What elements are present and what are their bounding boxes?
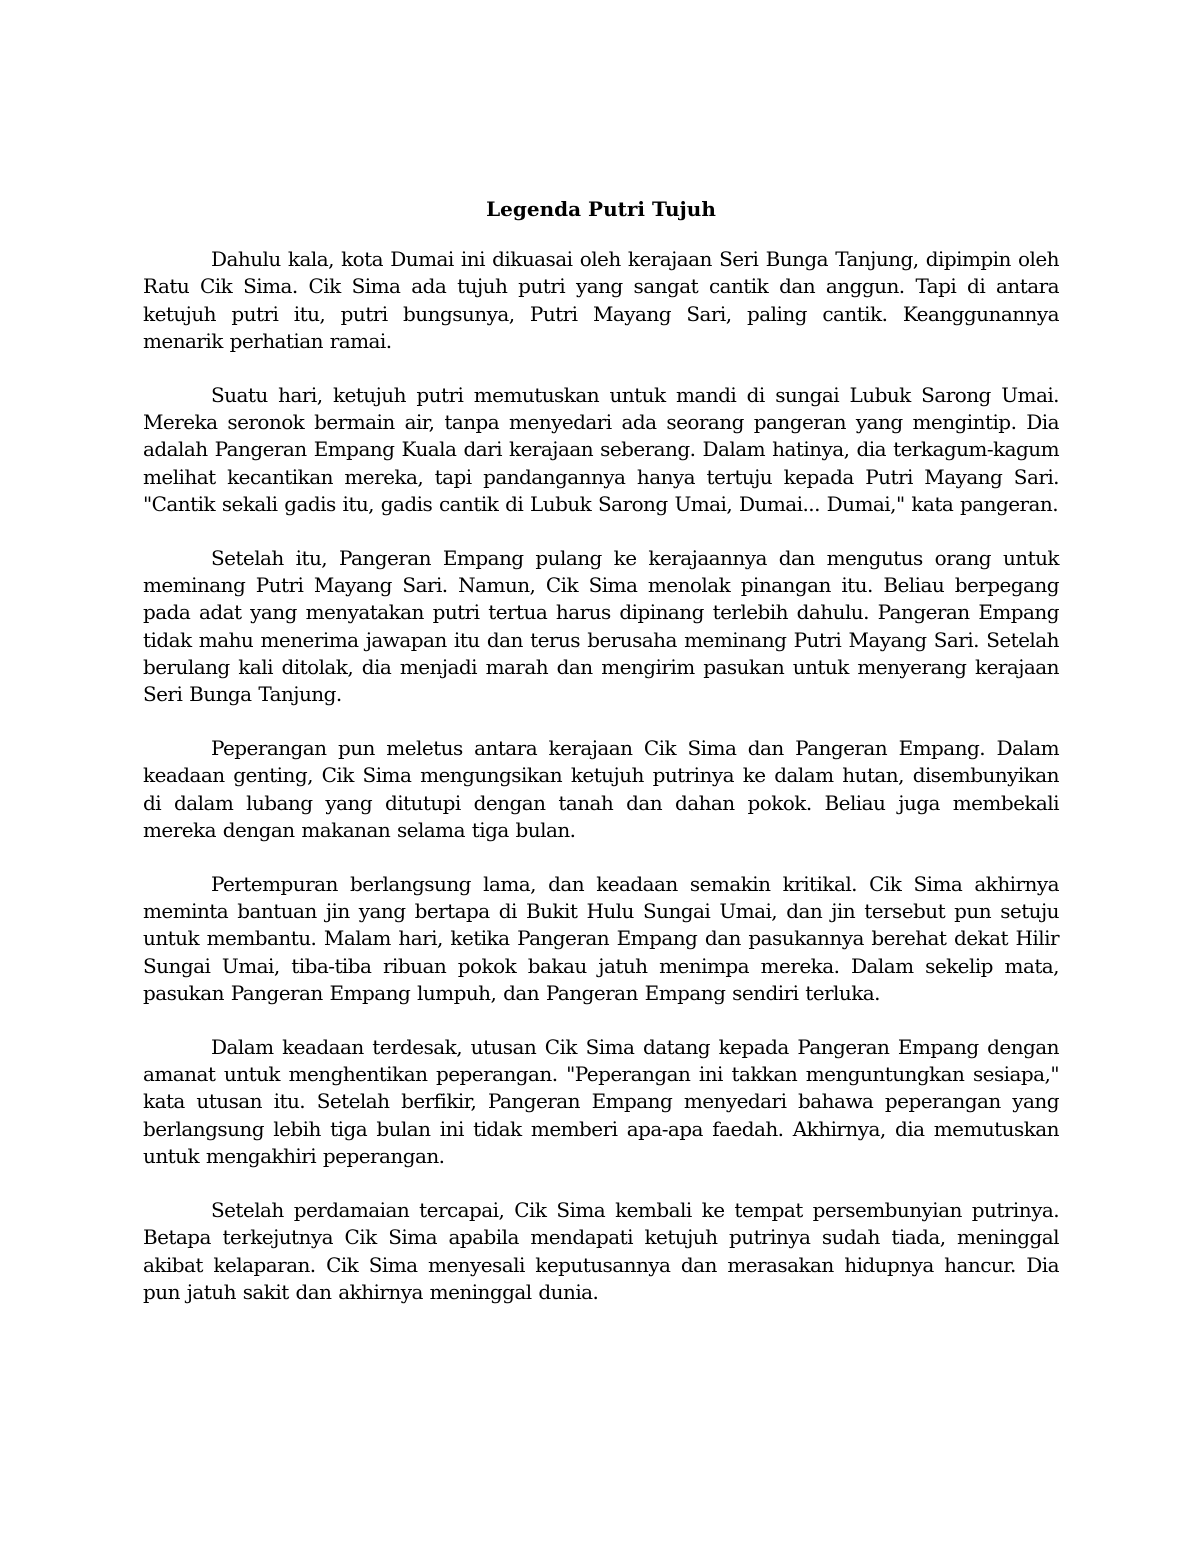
paragraph-5: Pertempuran berlangsung lama, dan keadaan semakin kritikal. Cik Sima akhirnya meminta bantuan jin yang bertapa di Bukit Hulu Sungai Umai, dan jin tersebut pun setuju untuk membantu. Malam hari, ketika Pangeran Empang dan pasukannya berehat dekat Hilir Sungai Umai, tiba-tiba ribuan pokok bakau jatuh menimpa mereka. Dalam sekelip mata, pasukan Pangeran Empang lumpuh, dan Pangeran Empang sendiri terluka. — [143, 872, 1059, 1005]
paragraph-1: Dahulu kala, kota Dumai ini dikuasai oleh kerajaan Seri Bunga Tanjung, dipimpin oleh Ratu Cik Sima. Cik Sima ada tujuh putri yang sangat cantik dan anggun. Tapi di antara ketujuh putri itu, putri bungsunya, Putri Mayang Sari, paling cantik. Keanggunannya menarik perhatian ramai. — [143, 247, 1059, 353]
document-page — [143, 196, 1059, 1333]
paragraph-6: Dalam keadaan terdesak, utusan Cik Sima datang kepada Pangeran Empang dengan amanat untuk menghentikan peperangan. "Peperangan ini takkan menguntungkan sesiapa," kata utusan itu. Setelah berfikir, Pangeran Empang menyedari bahawa peperangan yang berlangsung lebih tiga bulan ini tidak memberi apa-apa faedah. Akhirnya, dia memutuskan untuk mengakhiri peperangan. — [143, 1035, 1059, 1168]
document-title: Legenda Putri Tujuh — [486, 197, 716, 221]
paragraph-4: Peperangan pun meletus antara kerajaan Cik Sima dan Pangeran Empang. Dalam keadaan genting, Cik Sima mengungsikan ketujuh putrinya ke dalam hutan, disembunyikan di dalam lubang yang ditutupi dengan tanah dan dahan pokok. Beliau juga membekali mereka dengan makanan selama tiga bulan. — [143, 736, 1059, 842]
paragraph-3: Setelah itu, Pangeran Empang pulang ke kerajaannya dan mengutus orang untuk meminang Putri Mayang Sari. Namun, Cik Sima menolak pinangan itu. Beliau berpegang pada adat yang menyatakan putri tertua harus dipinang terlebih dahulu. Pangeran Empang tidak mahu menerima jawapan itu dan terus berusaha meminang Putri Mayang Sari. Setelah berulang kali ditolak, dia menjadi marah dan mengirim pasukan untuk menyerang kerajaan Seri Bunga Tanjung. — [143, 546, 1059, 707]
paragraph-7: Setelah perdamaian tercapai, Cik Sima kembali ke tempat persembunyian putrinya. Betapa terkejutnya Cik Sima apabila mendapati ketujuh putrinya sudah tiada, meninggal akibat kelaparan. Cik Sima menyesali keputusannya dan merasakan hidupnya hancur. Dia pun jatuh sakit dan akhirnya meninggal dunia. — [143, 1198, 1059, 1304]
paragraph-2: Suatu hari, ketujuh putri memutuskan untuk mandi di sungai Lubuk Sarong Umai. Mereka seronok bermain air, tanpa menyedari ada seorang pangeran yang mengintip. Dia adalah Pangeran Empang Kuala dari kerajaan seberang. Dalam hatinya, dia terkagum-kagum melihat kecantikan mereka, tapi pandangannya hanya tertuju kepada Putri Mayang Sari. "Cantik sekali gadis itu, gadis cantik di Lubuk Sarong Umai, Dumai... Dumai," kata pangeran. — [143, 383, 1059, 516]
